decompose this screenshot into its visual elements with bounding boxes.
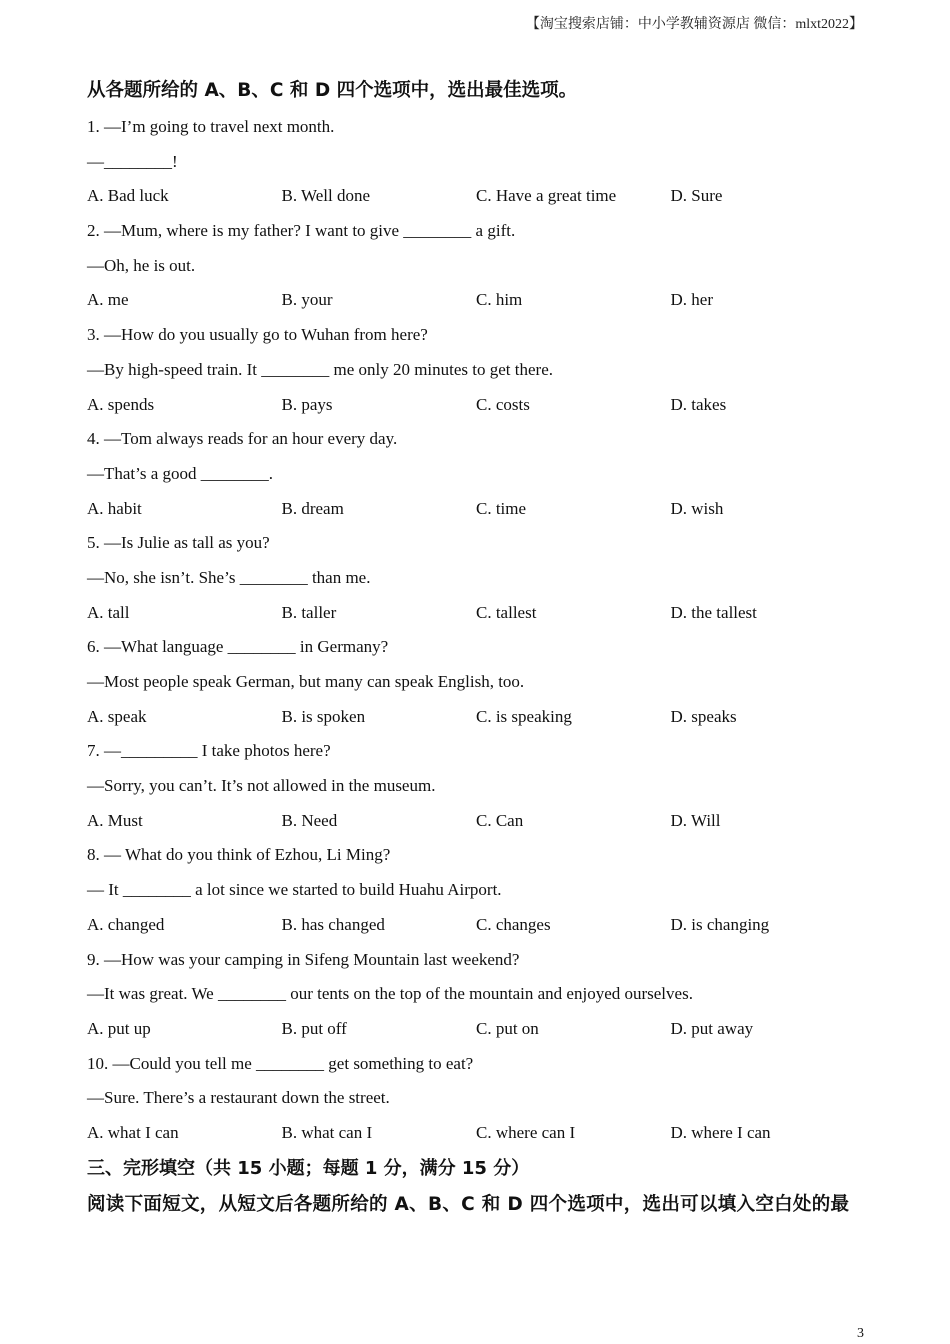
question-response: —________! [87,151,178,171]
answer-options [87,388,877,423]
question-prompt: 9. —How was your camping in Sifeng Mountain last weekend? [87,949,520,969]
answer-option: A. me [87,290,129,310]
question-response: —Most people speak German, but many can speak English, too. [87,672,525,691]
question-response: —No, she isn’t. She’s ________ than me. [87,567,371,587]
question-item [87,526,877,630]
answer-option: A. put up [87,1018,151,1038]
section3-instruction: 阅读下面短文，从短文后各题所给的 A、B、C 和 D 四个选项中，选出可以填入空白处的最 [87,1193,850,1215]
question-item [87,943,877,1047]
answer-options [87,1012,877,1047]
answer-option: C. time [476,498,527,518]
answer-options [87,596,877,631]
answer-options [87,908,877,943]
question-prompt: 5. —Is Julie as tall as you? [87,533,270,553]
question-prompt: 7. —_________ I take photos here? [87,741,331,761]
answer-option: C. put on [476,1018,539,1038]
question-response: —Sure. There’s a restaurant down the street. [87,1088,390,1108]
question-prompt: 6. —What language ________ in Germany? [87,637,389,657]
answer-option: A. speak [87,706,147,726]
question-item [87,214,877,318]
answer-option: B. pays [281,394,333,414]
question-response: —By high-speed train. It ________ me only 20 minutes to get there. [87,359,554,379]
answer-option: C. costs [476,394,530,414]
answer-option: C. changes [476,914,551,934]
answer-option: D. Will [670,810,721,830]
answer-option: C. tallest [476,602,537,622]
answer-option: D. wish [670,498,724,518]
question-prompt: 1. —I’m going to travel next month. [87,117,335,136]
answer-option: B. Well done [281,186,371,206]
answer-option: B. your [281,290,333,310]
answer-option: A. spends [87,394,155,414]
answer-option: A. tall [87,602,130,622]
question-item [87,838,877,942]
question-prompt: 10. —Could you tell me ________ get something to eat? [87,1053,474,1073]
page-number: 3 [857,1326,864,1341]
question-response: —Sorry, you can’t. It’s not allowed in the museum. [87,776,436,796]
answer-option: D. put away [670,1018,754,1038]
section3-title: 三、完形填空（共 15 小题；每题 1 分，满分 15 分） [87,1157,530,1179]
answer-options [87,283,877,318]
answer-option: A. changed [87,914,165,934]
question-prompt: 8. — What do you think of Ezhou, Li Ming? [87,845,391,865]
question-response: — It ________ a lot since we started to build Huahu Airport. [87,880,502,900]
answer-option: B. dream [281,498,344,518]
question-item [87,734,877,838]
question-response: —It was great. We ________ our tents on the top of the mountain and enjoyed ourselves. [87,984,693,1004]
answer-option: C. where can I [476,1122,576,1142]
answer-option: D. is changing [670,914,770,934]
answer-option: B. put off [281,1018,347,1038]
question-item [87,318,877,422]
answer-options [87,492,877,527]
question-list [87,110,877,1151]
answer-option: A. what I can [87,1122,179,1142]
question-prompt: 3. —How do you usually go to Wuhan from here? [87,325,428,345]
answer-option: A. habit [87,498,142,518]
question-response: —That’s a good ________. [87,463,274,483]
answer-option: B. taller [281,602,337,622]
answer-option: C. him [476,290,523,310]
question-response: —Oh, he is out. [87,255,196,275]
question-item [87,422,877,526]
answer-option: D. Sure [670,186,723,206]
question-item [87,110,877,214]
answer-option: B. is spoken [281,706,366,726]
answer-option: C. Can [476,810,524,830]
section-instruction: 从各题所给的 A、B、C 和 D 四个选项中，选出最佳选项。 [87,80,578,101]
question-item [87,630,877,734]
header-watermark-note: 【淘宝搜索店铺：中小学教辅资源店 微信：mlxt2022】 [525,17,863,32]
answer-option: B. has changed [281,914,385,934]
answer-options [87,1116,877,1151]
answer-option: A. Bad luck [87,186,169,206]
answer-options [87,179,877,214]
answer-options [87,804,877,839]
question-item [87,1047,877,1151]
answer-option: D. speaks [670,706,737,726]
answer-option: D. takes [670,394,727,414]
answer-option: A. Must [87,810,143,830]
answer-option: C. Have a great time [476,186,617,206]
answer-option: D. where I can [670,1122,771,1142]
exam-content [87,76,877,1223]
answer-option: D. her [670,290,713,310]
answer-option: C. is speaking [476,706,572,726]
answer-option: B. Need [281,810,338,830]
question-prompt: 4. —Tom always reads for an hour every day. [87,429,398,449]
answer-options [87,700,877,735]
question-prompt: 2. —Mum, where is my father? I want to give ________ a gift. [87,221,516,241]
answer-option: D. the tallest [670,602,757,622]
answer-option: B. what can I [281,1122,373,1142]
